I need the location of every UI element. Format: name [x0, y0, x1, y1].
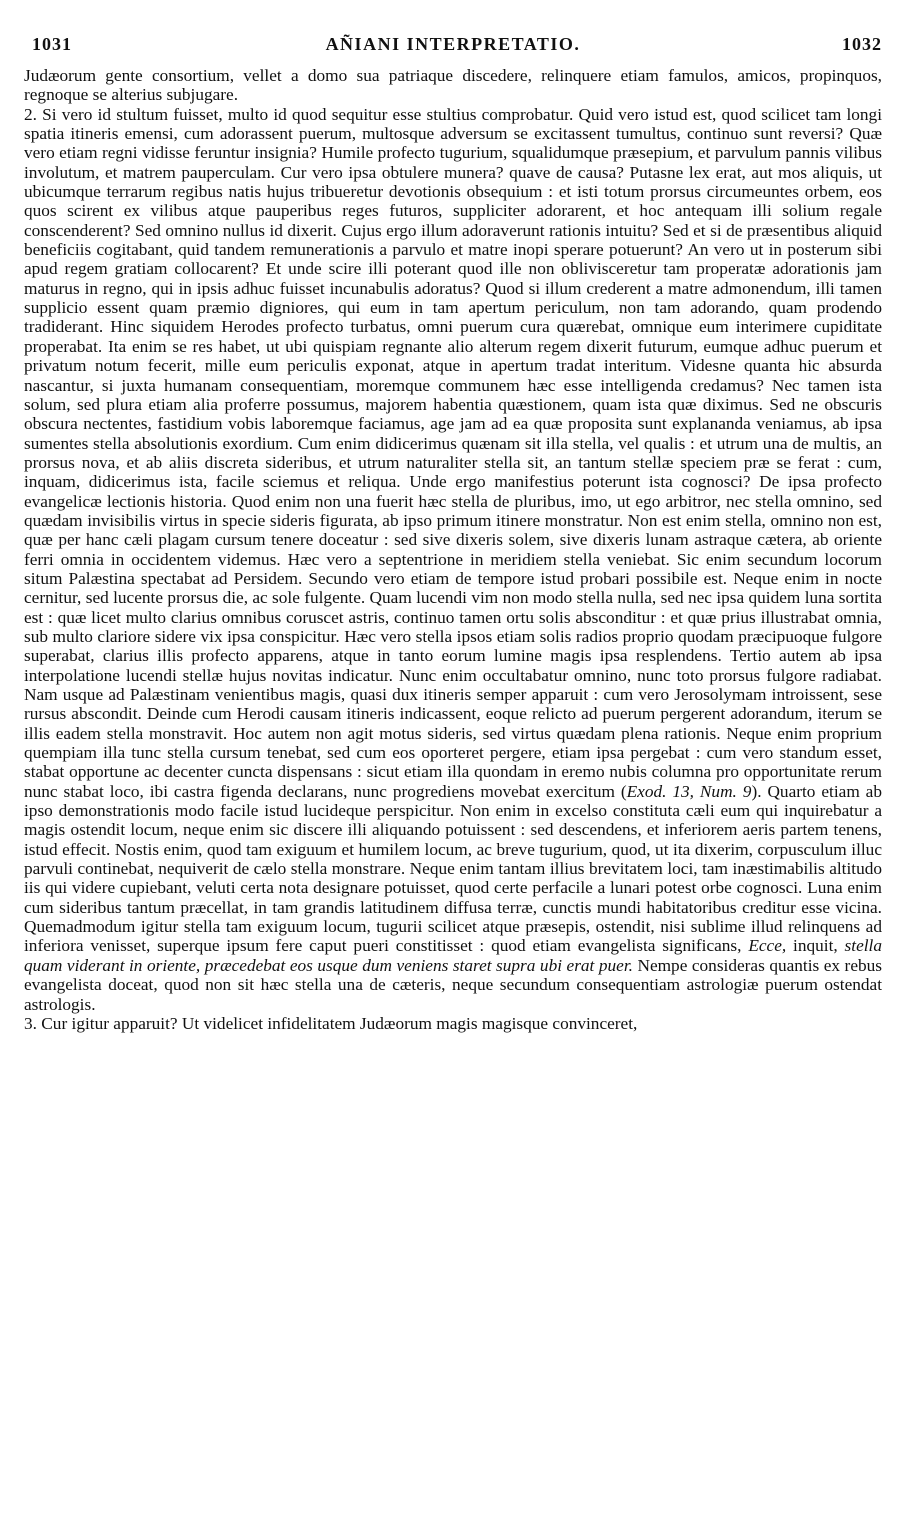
paragraph-section-3 — [24, 1014, 882, 1033]
quotation-ecce: Ecce, — [748, 936, 787, 956]
text-segment: inquit, — [786, 936, 845, 956]
gospel-quotation: stella quam viderant in oriente, præcedebat eos usque dum veniens staret supra ubi erat puer. — [24, 936, 882, 975]
paragraph-section-2 — [24, 105, 882, 1014]
text-segment: ). Quarto etiam ab ipso demonstrationis modo facile istud lucideque perspicitur. Non enim in excelso constituta cæli eum qui inquirebatur a magis ostendit locum, neque enim sic discere illi aliquando potuissent : sed descendens, et inferiorem aeris partem tenens, istud effecit. Nostis enim, quod tam exiguum et humilem locum, ac breve tugurium, quod, ut ita dixerim, corpusculum illuc parvuli continebat, nequiverit de cælo stella monstrare. Neque enim tantam illius brevitatem loci, tam inæstimabilis altitudo iis qui videre cupiebant, veluti certa nota designare potuisset, quod certe perfacile a lunari potest orbe cognosci. Luna enim cum sideribus tantum præcellat, in tam grandis latitudinem diffusa terræ, cunctis mundi habitatoribus creditur esse vicina. Quemadmodum igitur stella tam exiguum locum, tugurii scilicet atque præsepis, ostendit, nisi sublime illud relinquens ad inferiora venisset, superque ipsum fere caput pueri constitisset : quod etiam evangelista significans, — [24, 781, 882, 956]
scripture-reference: Exod. 13, Num. 9 — [626, 781, 752, 801]
running-header — [24, 34, 882, 62]
text-segment: Nempe consideras quantis ex rebus evangelista doceat, quod non sit hæc stella una de cæteris, neque secundum consequentiam astrologiæ puerum ostendat astrologis. — [24, 955, 882, 1014]
running-title: AÑIANI INTERPRETATIO. — [325, 34, 581, 54]
text-segment: 2. Si vero id stultum fuisset, multo id quod sequitur esse stultius comprobatur. Quid vero istud est, quod scilicet tam longi spatia itineris emensi, cum adorassent puerum, multosque adversum se excitassent tumultus, continuo sunt reversi? Quæ vero etiam regni vidisse feruntur insignia? Humile profecto tugurium, squalidumque præsepium, et parvulum pannis vilibus involutum, et matrem pauperculam. Cur vero ipsa obtulere munera? quave de causa? Putasne lex erat, aut mos aliquis, ut ubicumque terrarum regibus natis hujus tribueretur devotionis obsequium : et isti totum prorsus circumeuntes orbem, eos quos scirent ex vilibus atque pauperibus reges futuros, suppliciter adorarent, et hoc antequam illi solium regale conscenderent? Sed omnino nullus id dixerit. Cujus ergo illum adoraverunt rationis intuitu? Sed et si de præsentibus aliquid beneficiis cogitabant, quid tandem remunerationis a parvulo et matre inopi sperare potuerunt? An vero ut in posterum sibi apud regem gratiam collocarent? Et unde scire illi poterant quod ille non oblivisceretur tam properatæ adorationis jam maturus in regno, qui in ipsis adhuc fuisset incunabulis adoratus? Quod si illum crederent a matre admonendum, illi tamen supplicio essent quam præmio digniores, qui eum in tam apertum periculum, non tam adorando, quam prodendo tradiderant. Hinc siquidem Herodes profecto turbatus, omni puerum cura quærebat, omnique eum interimere cupiditate properabat. Ita enim se res habet, ut ubi quispiam regnante alio alterum regem dixerit futurum, eumque adhuc puerum et privatum notum fecerit, mille eum periculis exponat, atque in apertum tradat interitum. Videsne quanta hic absurda nascantur, si juxta humanam consequentiam, moremque communem hæc esse intelligenda credamus? Nec tamen ista solum, sed plura etiam alia proferre possumus, majorem habentia quæstionem, quam ista quæ diximus. Sed ne obscuris obscura nectentes, fastidium vobis laboremque faciamus, age jam ad ea quæ proposita sunt explananda veniamus, ab ipsa sumentes stella absolutionis exordium. Cum enim didicerimus quænam sit illa stella, vel qualis : et utrum una de multis, an prorsus nova, et ab aliis discreta sideribus, et utrum naturaliter stella sit, an tantum stellæ speciem præ se ferat : cum, inquam, didicerimus ista, facile sciemus et reliqua. Unde ergo manifestius poterunt ista cognosci? De ipsa profecto evangelicæ lectionis historia. Quod enim non una fuerit hæc stella de pluribus, imo, ut ego arbitror, nec stella omnino, sed quædam invisibilis virtus in specie sideris figurata, ab ipso primum itinere monstratur. Non est enim stella, omnino non est, quæ per hanc cæli plagam cursum tenere doceatur : sed sive dixeris solem, sive dixeris lunam astraque cætera, ab oriente ferri omnia in occidentem videmus. Hæc vero a septentrione in meridiem stella veniebat. Sic enim secundum locorum situm Palæstina spectabat ad Persidem. Secundo vero etiam de tempore istud probari possibile est. Neque enim in nocte cernitur, sed lucente prorsus die, ac sole fulgente. Quam lucendi vim non modo stella nulla, sed nec ipsa quidem luna sortita est : quæ licet multo clarius omnibus coruscet astris, continuo tamen ortu solis absconditur : et quæ prius illustrabat omnia, sub multo clariore sidere vix ipsa conspicitur. Hæc vero stella ipsos etiam solis radios proprio quodam præcipuoque fulgore superabat, clarius illis profecto apparens, atque in tanto eorum lumine magis ipsa resplendens. Tertio autem ab ipsa interpolatione lucendi stellæ hujus novitas indicatur. Nunc enim occultabatur omnino, nunc toto prorsus fulgore radiabat. Nam usque ad Palæstinam venientibus magis, quasi dux itineris semper apparuit : cum vero Jerosolymam introissent, sese rursus abscondit. Deinde cum Herodi causam itineris indicassent, eoque relicto ad puerum pergerent adorandum, iterum se illis eadem stella monstravit. Hoc autem non agit motus sideris, sed virtus quædam plena rationis. Neque enim proprium quempiam illa tunc stella cursum tenebat, sed cum eos oporteret pergere, etiam ipsa pergebat : cum vero standum esset, stabat opportune ac decenter cuncta dispensans : sicut etiam illa quondam in eremo nubis columna pro opportunitate rerum nunc stabat loco, ibi castra figenda declarans, nunc progrediens movebat exercitum ( — [24, 104, 882, 801]
paragraph-continuation — [24, 66, 882, 105]
text-segment: Judæorum gente consortium, vellet a domo sua patriaque discedere, relinquere etiam famulos, amicos, propinquos, regnoque se alterius subjugare. — [24, 66, 882, 105]
page-number-left: 1031 — [32, 34, 72, 54]
body-text — [24, 66, 882, 1033]
text-segment: 3. Cur igitur apparuit? Ut videlicet infidelitatem Judæorum magis magisque convinceret, — [24, 1013, 638, 1033]
page-number-right: 1032 — [842, 34, 882, 54]
